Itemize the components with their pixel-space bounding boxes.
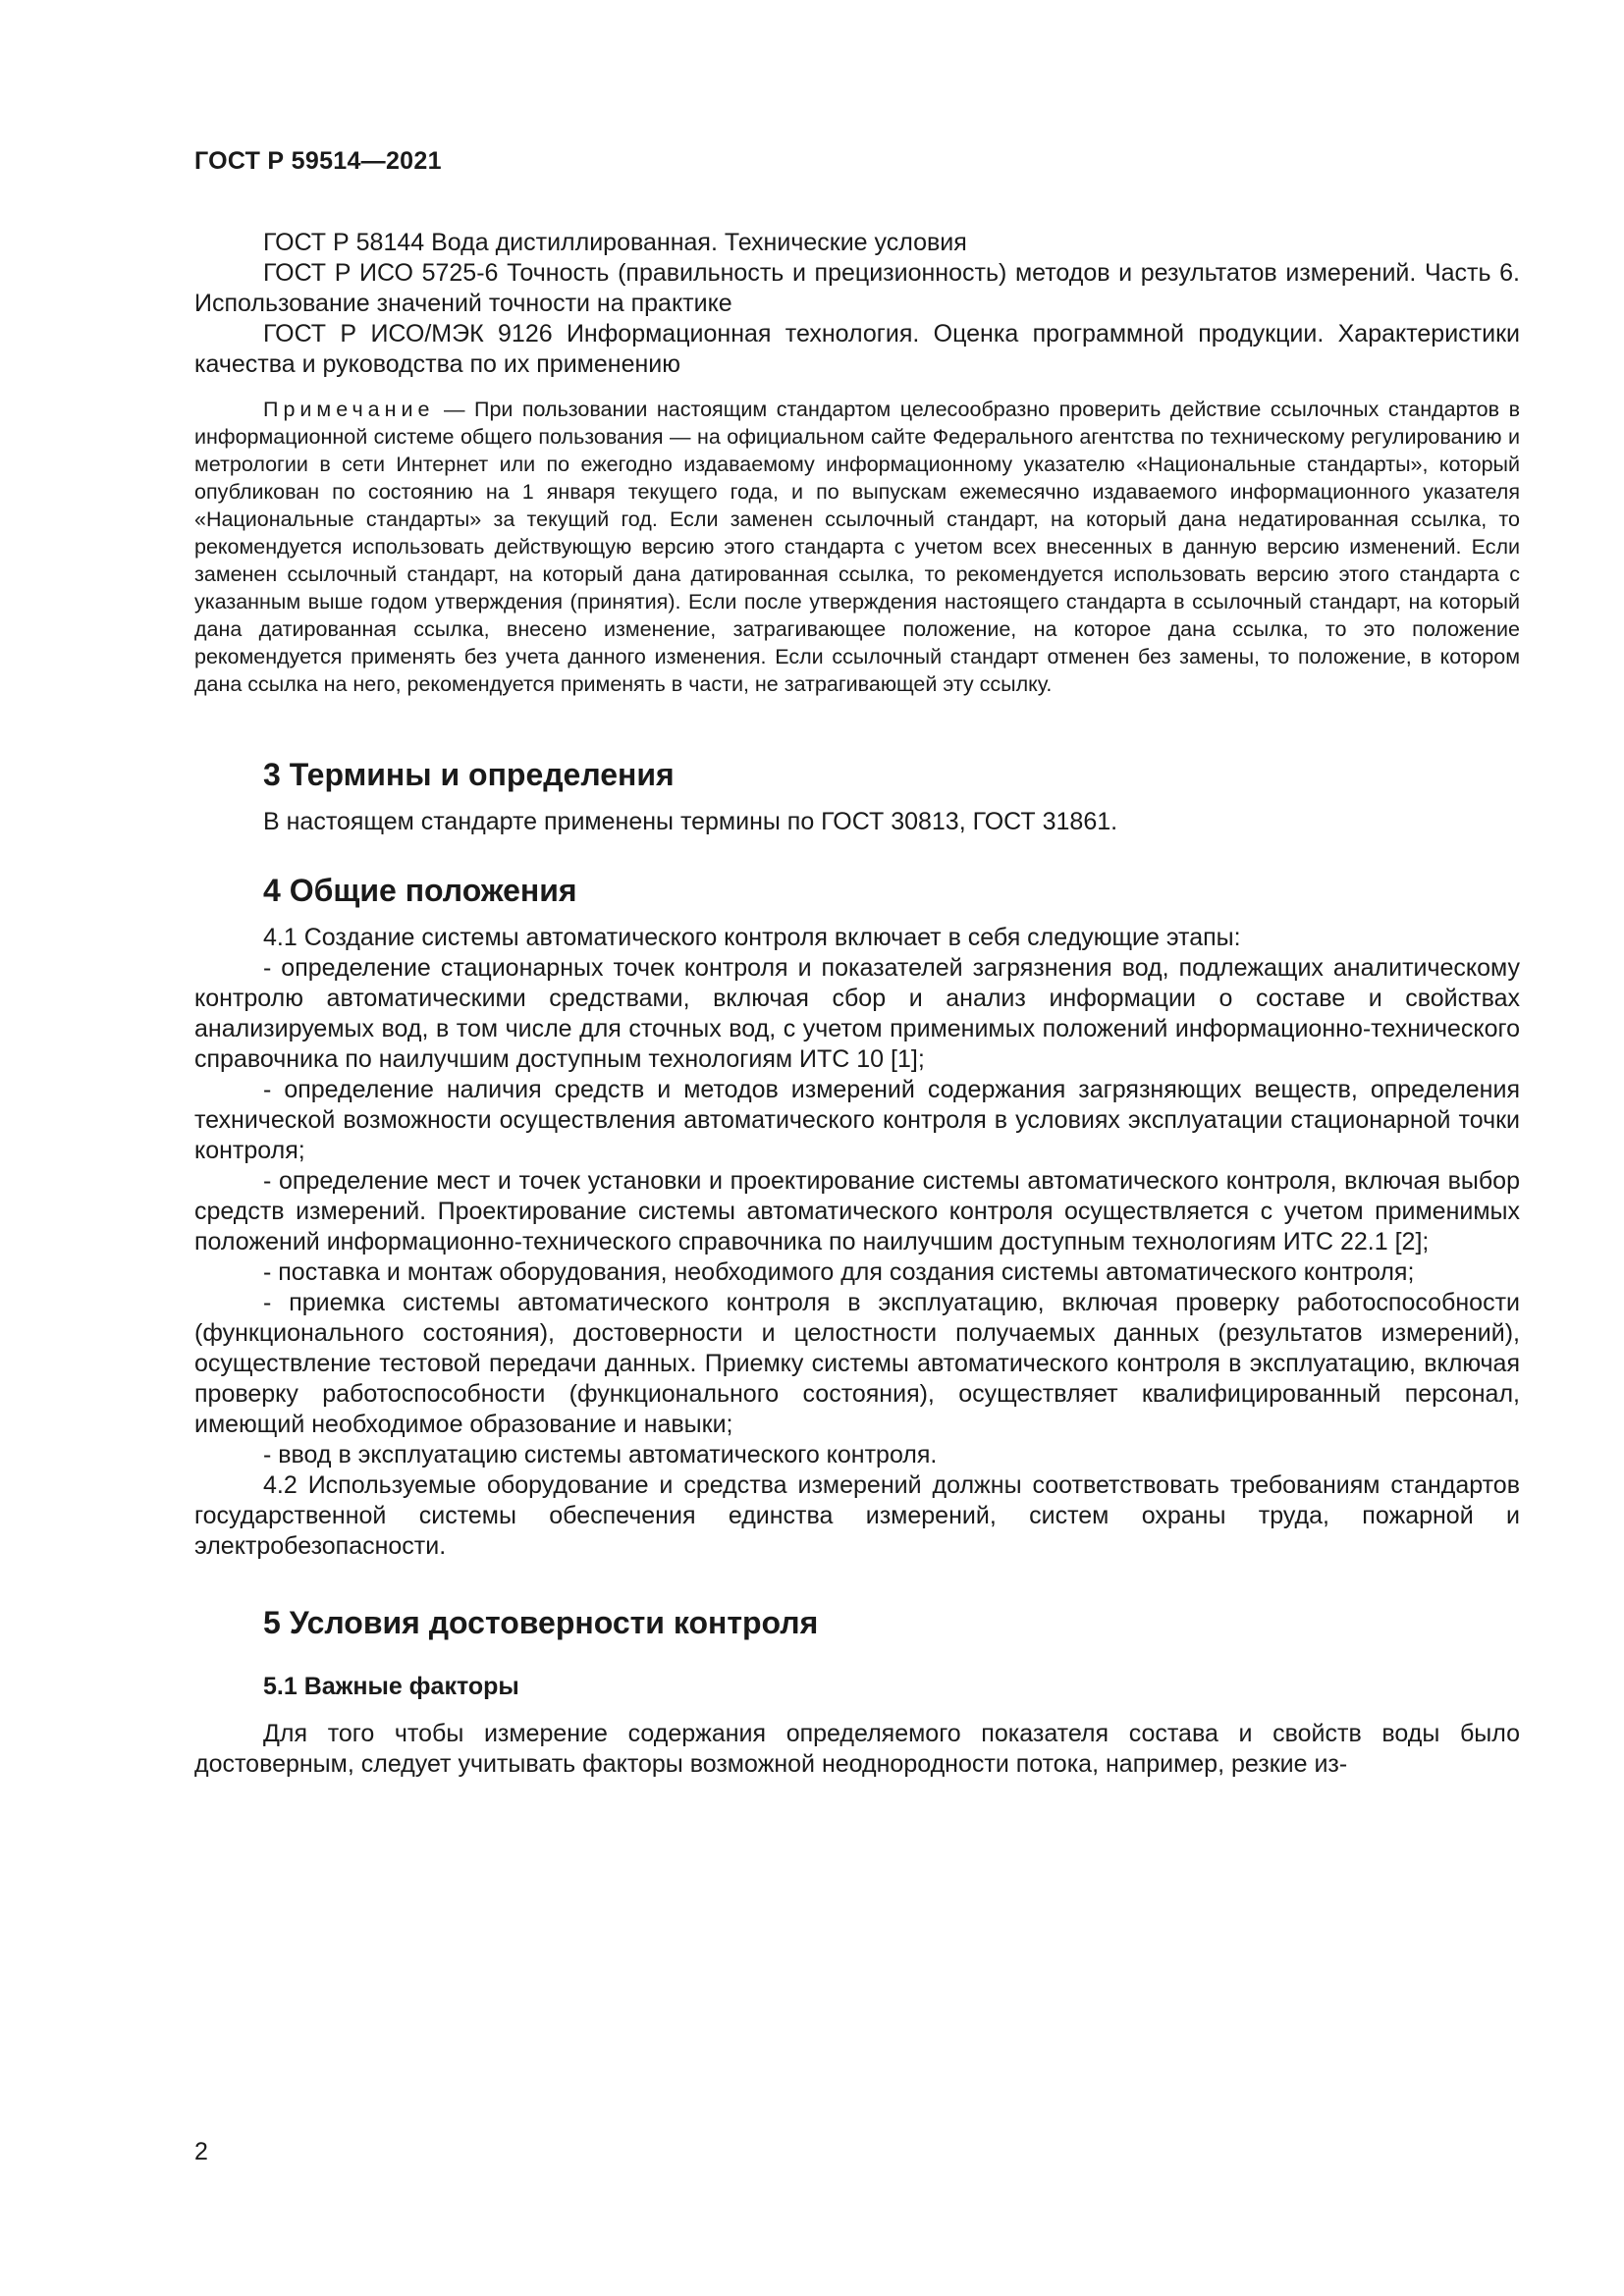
note-paragraph <box>194 396 1520 698</box>
section-3-title: 3 Термины и определения <box>263 757 675 792</box>
note-text: При пользовании настоящим стандартом целесообразно проверить действие ссылочных стандартов в информационной системе общего пользования — на официальном сайте Федерального агентства по техническому регулированию и метрологии в сети Интернет или по ежегодно издаваемому информационному указателю «Национальные стандарты», который опубликован по состоянию на 1 января текущего года, и по выпускам ежемесячно издаваемого информационного указателя «Национальные стандарты» за текущий год. Если заменен ссылочный стандарт, на который дана недатированная ссылка, то рекомендуется использовать действующую версию этого стандарта с учетом всех внесенных в данную версию изменений. Если заменен ссылочный стандарт, на который дана датированная ссылка, то рекомендуется использовать версию этого стандарта с указанным выше годом утверждения (принятия). Если после утверждения настоящего стандарта в ссылочный стандарт, на который дана датированная ссылка, внесено изменение, затрагивающее положение, на которое дана ссылка, то это положение рекомендуется применять без учета данного изменения. Если ссылочный стандарт отменен без замены, то положение, в котором дана ссылка на него, рекомендуется применять в части, не затрагивающей эту ссылку. <box>194 398 1520 696</box>
section-4-paragraph: - приемка системы автоматического контроля в эксплуатацию, включая проверку работоспособности (функционального состояния), достоверности и целостности получаемых данных (результатов измерений), осуществление тестовой передачи данных. Приемку системы автоматического контроля в эксплуатацию, включая проверку работоспособности (функционального состояния), осуществляет квалифицированный персонал, имеющий необходимое образование и навыки; <box>194 1289 1520 1438</box>
note-label: Примечание <box>263 398 435 421</box>
section-4-paragraph: 4.1 Создание системы автоматического контроля включает в себя следующие этапы: <box>263 924 1241 951</box>
section-5-1-text: Для того чтобы измерение содержания определяемого показателя состава и свойств воды было достоверным, следует учитывать факторы возможной неоднородности потока, например, резкие из- <box>194 1720 1520 1778</box>
section-5-title: 5 Условия достоверности контроля <box>263 1605 819 1640</box>
section-4-body <box>194 923 1520 1562</box>
reference-item: ГОСТ Р 58144 Вода дистиллированная. Технические условия <box>263 229 967 256</box>
page-number: 2 <box>194 2138 208 2165</box>
section-4-paragraph: - ввод в эксплуатацию системы автоматического контроля. <box>263 1441 938 1468</box>
reference-item: ГОСТ Р ИСО 5725-6 Точность (правильность и прецизионность) методов и результатов измерений. Часть 6. Использование значений точности на практике <box>194 259 1520 317</box>
section-4-paragraph: - поставка и монтаж оборудования, необходимого для создания системы автоматического контроля; <box>263 1258 1415 1286</box>
subsection-5-1-title: 5.1 Важные факторы <box>263 1673 519 1700</box>
document-code-header: ГОСТ Р 59514—2021 <box>194 147 442 175</box>
section-4-paragraph: - определение стационарных точек контроля и показателей загрязнения вод, подлежащих аналитическому контролю автоматическими средствами, включая сбор и анализ информации о составе и свойствах анализируемых вод, в том числе для сточных вод, с учетом применимых положений информационно-технического справочника по наилучшим доступным технологиям ИТС 10 [1]; <box>194 954 1520 1073</box>
note-dash: — <box>434 398 474 421</box>
section-4-paragraph: - определение мест и точек установки и проектирование системы автоматического контроля, включая выбор средств измерений. Проектирование системы автоматического контроля осуществляется с учетом применимых положений информационно-технического справочника по наилучшим доступным технологиям ИТС 22.1 [2]; <box>194 1167 1520 1255</box>
section-4-paragraph: 4.2 Используемые оборудование и средства измерений должны соответствовать требованиям стандартов государственной системы обеспечения единства измерений, систем охраны труда, пожарной и электробезопасности. <box>194 1471 1520 1560</box>
section-3-text: В настоящем стандарте применены термины по ГОСТ 30813, ГОСТ 31861. <box>263 808 1118 835</box>
section-4-paragraph: - определение наличия средств и методов измерений содержания загрязняющих веществ, определения технической возможности осуществления автоматического контроля в условиях эксплуатации стационарной точки контроля; <box>194 1076 1520 1164</box>
page-content <box>194 228 1520 1780</box>
section-4-title: 4 Общие положения <box>263 873 577 908</box>
reference-item: ГОСТ Р ИСО/МЭК 9126 Информационная технология. Оценка программной продукции. Характеристики качества и руководства по их применению <box>194 320 1520 378</box>
